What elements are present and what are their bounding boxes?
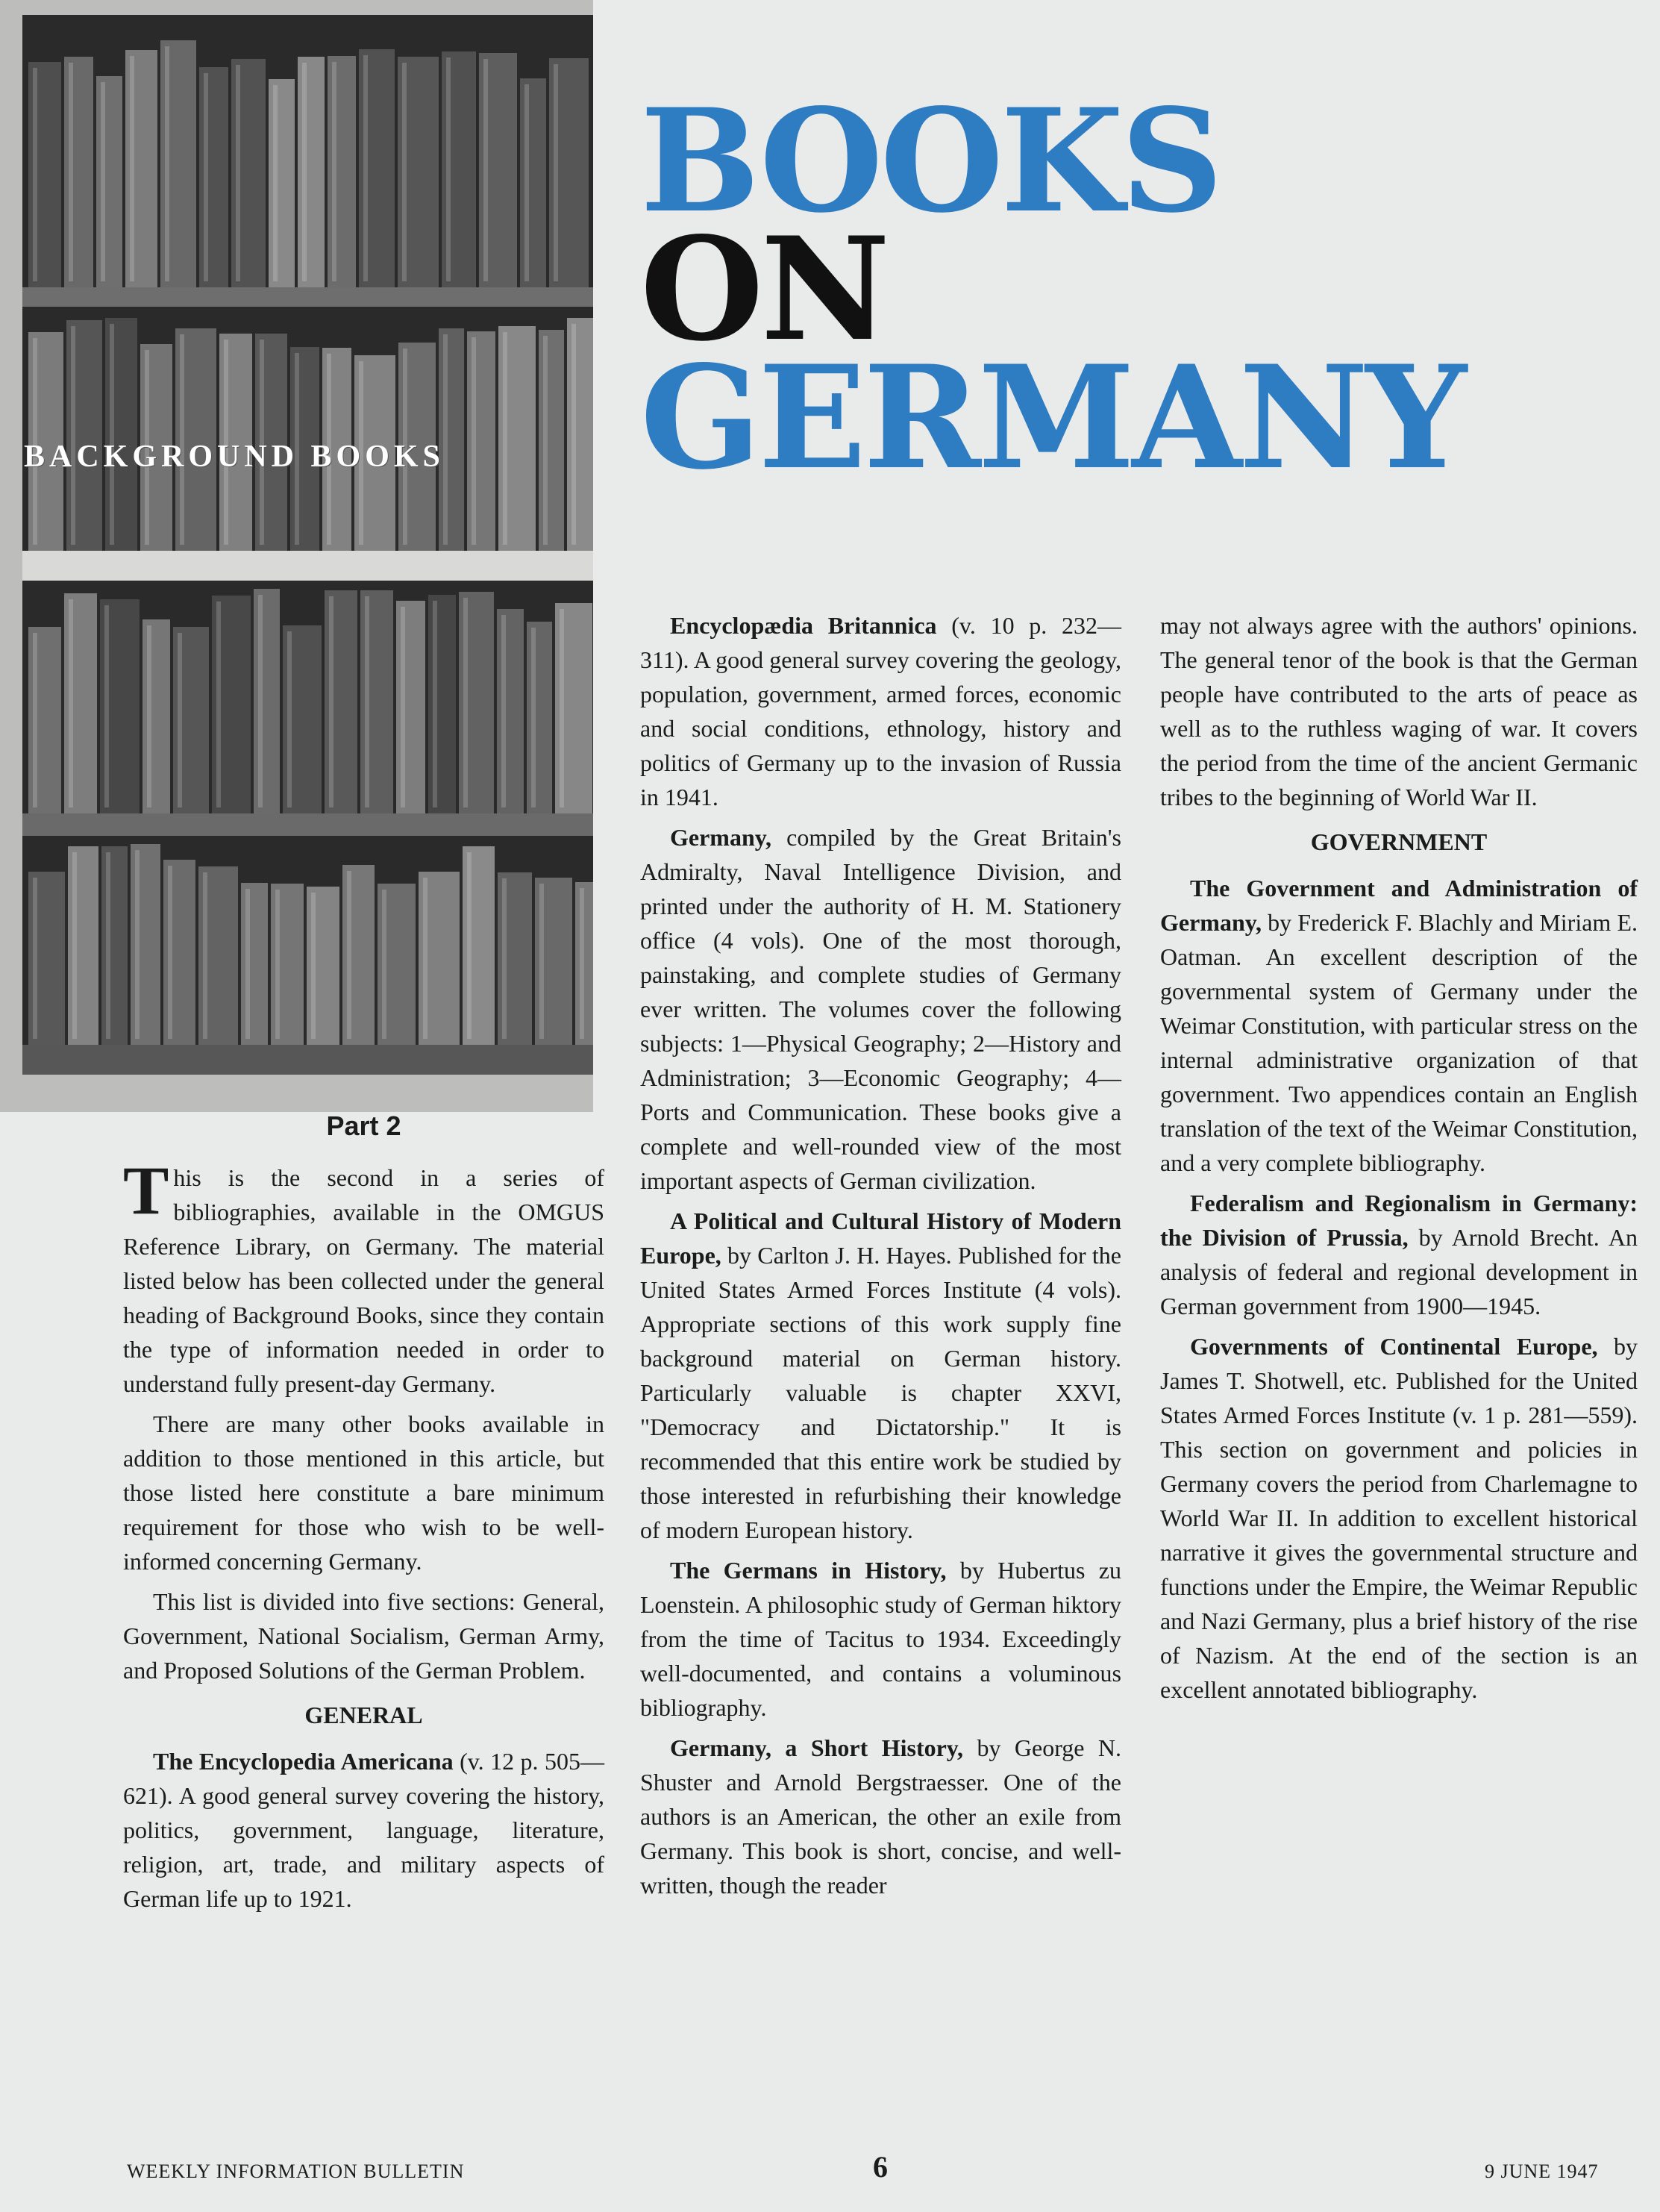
section-heading-government: GOVERNMENT xyxy=(1310,828,1488,855)
book-spine-highlight xyxy=(531,628,536,807)
book-spine-highlight xyxy=(402,63,407,281)
book-spine xyxy=(199,67,228,287)
book-spine-highlight xyxy=(104,605,109,807)
book-spine-highlight xyxy=(216,602,221,807)
book-spine-highlight xyxy=(502,878,507,1039)
book-spine-highlight xyxy=(130,56,134,281)
column-3 xyxy=(1160,608,1638,1713)
book-spine xyxy=(64,57,93,287)
book-spine-highlight xyxy=(165,46,169,281)
book-spine-highlight xyxy=(467,852,472,1039)
column-2 xyxy=(640,608,1121,1908)
book-spine-highlight xyxy=(311,893,316,1039)
book-spine xyxy=(567,318,593,551)
title-line-3: GERMANY xyxy=(640,334,1465,501)
book-spine xyxy=(520,78,546,287)
book-spine-highlight xyxy=(69,599,73,807)
book-spine-highlight xyxy=(287,631,292,807)
book-spine xyxy=(328,56,356,287)
book-entry: Germany, a Short History, by George N. Shuster and Arnold Bergstraesser. One of the authors is an American, the other an exile from Germany. This book is short, concise, and well-written, though the reader xyxy=(640,1734,1121,1899)
book-spine xyxy=(298,57,325,287)
book-spine-highlight xyxy=(273,85,278,281)
book-spine-highlight xyxy=(275,890,280,1039)
book-spine xyxy=(428,595,456,813)
continued-text: may not always agree with the authors' opinions. The general tenor of the book is that the German people have contributed to the arts of peace as well as to the ruthless waging of war. It covers the period from the time of the ancient Germanic tribes to the beginning of World War II. xyxy=(1160,612,1638,810)
book-spine xyxy=(101,846,128,1045)
book-spine-highlight xyxy=(446,57,451,281)
book-entry: The Encyclopedia Americana (v. 12 p. 505—621). A good general survey covering the history, politics, government, language, literature, religion, art, trade, and military aspects of German life up to 1921. xyxy=(123,1748,605,1912)
book-spine-highlight xyxy=(524,84,529,281)
book-spine-highlight xyxy=(245,889,250,1039)
book-spine-highlight xyxy=(203,872,207,1039)
intro-paragraph: This is the second in a series of bibliographies, available in the OMGUS Reference Library, on Germany. The material listed below has been collected under the general heading of Background Books, since they contain the type of information needed in order to understand fully present-day Germany. xyxy=(123,1152,604,1397)
part-label: Part 2 xyxy=(326,1110,401,1141)
book-spine-highlight xyxy=(33,633,37,807)
bookshelf-illustration xyxy=(0,0,593,1112)
book-spine-highlight xyxy=(106,852,110,1039)
book-spine-highlight xyxy=(501,615,506,807)
title-line-1: BOOKS xyxy=(640,78,1221,244)
book-spine-highlight xyxy=(258,595,263,807)
column-1 xyxy=(123,1152,605,1922)
book-spine xyxy=(497,609,524,813)
title-line-2: ON xyxy=(640,206,888,372)
book-entry: The Germans in History, by Hubertus zu Loenstein. A philosophic study of German hiktory from the time of Tacitus to 1934. Exceedingly well-documented, and contains a voluminous bibliography. xyxy=(640,1557,1122,1721)
book-spine-highlight xyxy=(204,73,208,281)
book-spine xyxy=(269,79,295,287)
book-spine xyxy=(142,619,170,813)
book-spine-highlight xyxy=(363,55,368,281)
footer-publication: WEEKLY INFORMATION BULLETIN xyxy=(127,2161,465,2182)
book-spine-highlight xyxy=(382,890,386,1039)
book-entry: Germany, compiled by the Great Britain's Admiralty, Naval Intelligence Division, and printed under the authority of H. M. Stationery office (4 vols). One of the most thorough, painstaking, and complete studies of Germany ever written. The volumes cover the following subjects: 1—Physical Geography; 2—History and Administration; 3—Economic Geography; 4—Ports and Communication. These books give a complete and well-rounded view of the most important aspects of German civilization. xyxy=(640,824,1121,1194)
book-entry: The Government and Administration of Germany, by Frederick F. Blachly and Miriam E. Oatman. An excellent description of the governmental system of Germany under the Weimar Constitution, with particular stress on the internal administrative organization of that government. Two appendices contain an English translation of the text of the Weimar Constitution, and a very complete bibliography. xyxy=(1160,875,1638,1176)
book-spine-highlight xyxy=(554,64,558,281)
section-heading-general: GENERAL xyxy=(304,1702,423,1728)
page-title xyxy=(640,78,1465,501)
book-spine-highlight xyxy=(423,878,427,1039)
book-spine-highlight xyxy=(236,65,240,281)
book-entry: Encyclopædia Britannica (v. 10 p. 232—311). A good general survey covering the geology, population, government, armed forces, economic and social conditions, ethnology, history and politics of Germany up to the invasion of Russia in 1941. xyxy=(640,612,1122,810)
book-spine-highlight xyxy=(71,326,75,545)
book-spine-highlight xyxy=(72,852,77,1039)
book-spine-highlight xyxy=(347,871,351,1039)
drop-cap: T xyxy=(123,1152,169,1228)
book-spine-highlight xyxy=(33,878,37,1039)
book-spine-highlight xyxy=(401,607,405,807)
book-spine-highlight xyxy=(365,596,369,807)
book-spine xyxy=(254,589,280,813)
book-spine-highlight xyxy=(168,866,172,1039)
book-spine-highlight xyxy=(147,625,151,807)
book-spine-highlight xyxy=(539,884,544,1039)
book-spine-highlight xyxy=(33,68,37,281)
book-spine-highlight xyxy=(463,598,468,807)
book-spine xyxy=(396,601,425,813)
book-spine-highlight xyxy=(101,82,105,281)
book-spine-highlight xyxy=(135,850,140,1039)
photo-caption: BACKGROUND BOOKS xyxy=(24,440,445,474)
book-entry: Federalism and Regionalism in Germany: the Division of Prussia, by Arnold Brecht. An analysis of federal and regional development in German government from 1900—1945. xyxy=(1160,1190,1638,1319)
book-entry: Governments of Continental Europe, by James T. Shotwell, etc. Published for the United States Armed Forces Institute (v. 1 p. 281—559). This section on government and policies in Germany covers the period from Charlemagne to World War II. In addition to excellent historical narrative it gives the governmental structure and functions under the Empire, the Weimar Republic and Nazi Germany, plus a brief history of the rise of Nazism. At the end of the section is an excellent annotated bibliography. xyxy=(1160,1333,1638,1703)
footer-date: 9 JUNE 1947 xyxy=(1485,2161,1599,2182)
paragraph: This list is divided into five sections: General, Government, National Socialism, German Army, and Proposed Solutions of the German Problem. xyxy=(123,1588,604,1684)
book-spine xyxy=(96,76,122,287)
book-spine-highlight xyxy=(329,596,333,807)
page-number: 6 xyxy=(873,2150,889,2184)
bookshelf-photo xyxy=(0,0,593,1112)
book-entry: A Political and Cultural History of Modern Europe, by Carlton J. H. Hayes. Published for the United States Armed Forces Institute (4 vols). Appropriate sections of this work supply fine background material on German history. Particularly valuable is chapter XXVI, "Democracy and Dictatorship." It is recommended that this entire work be studied by those interested in refurbishing their knowledge of modern European history. xyxy=(640,1207,1121,1543)
book-spine-highlight xyxy=(580,888,584,1039)
book-spine-highlight xyxy=(110,324,114,545)
paragraph: There are many other books available in addition to those mentioned in this article, but those listed here constitute a bare minimum requirement for those who wish to be well-informed concerning Germany. xyxy=(123,1410,604,1575)
book-spine xyxy=(241,883,268,1045)
book-spine-highlight xyxy=(178,633,182,807)
book-spine-highlight xyxy=(302,63,307,281)
book-spine-highlight xyxy=(433,601,437,807)
book-spine-highlight xyxy=(560,609,564,807)
book-spine-highlight xyxy=(483,59,488,281)
book-spine xyxy=(527,622,552,813)
book-spine-highlight xyxy=(69,63,73,281)
book-spine-highlight xyxy=(571,324,576,545)
book-spine-highlight xyxy=(332,62,336,281)
